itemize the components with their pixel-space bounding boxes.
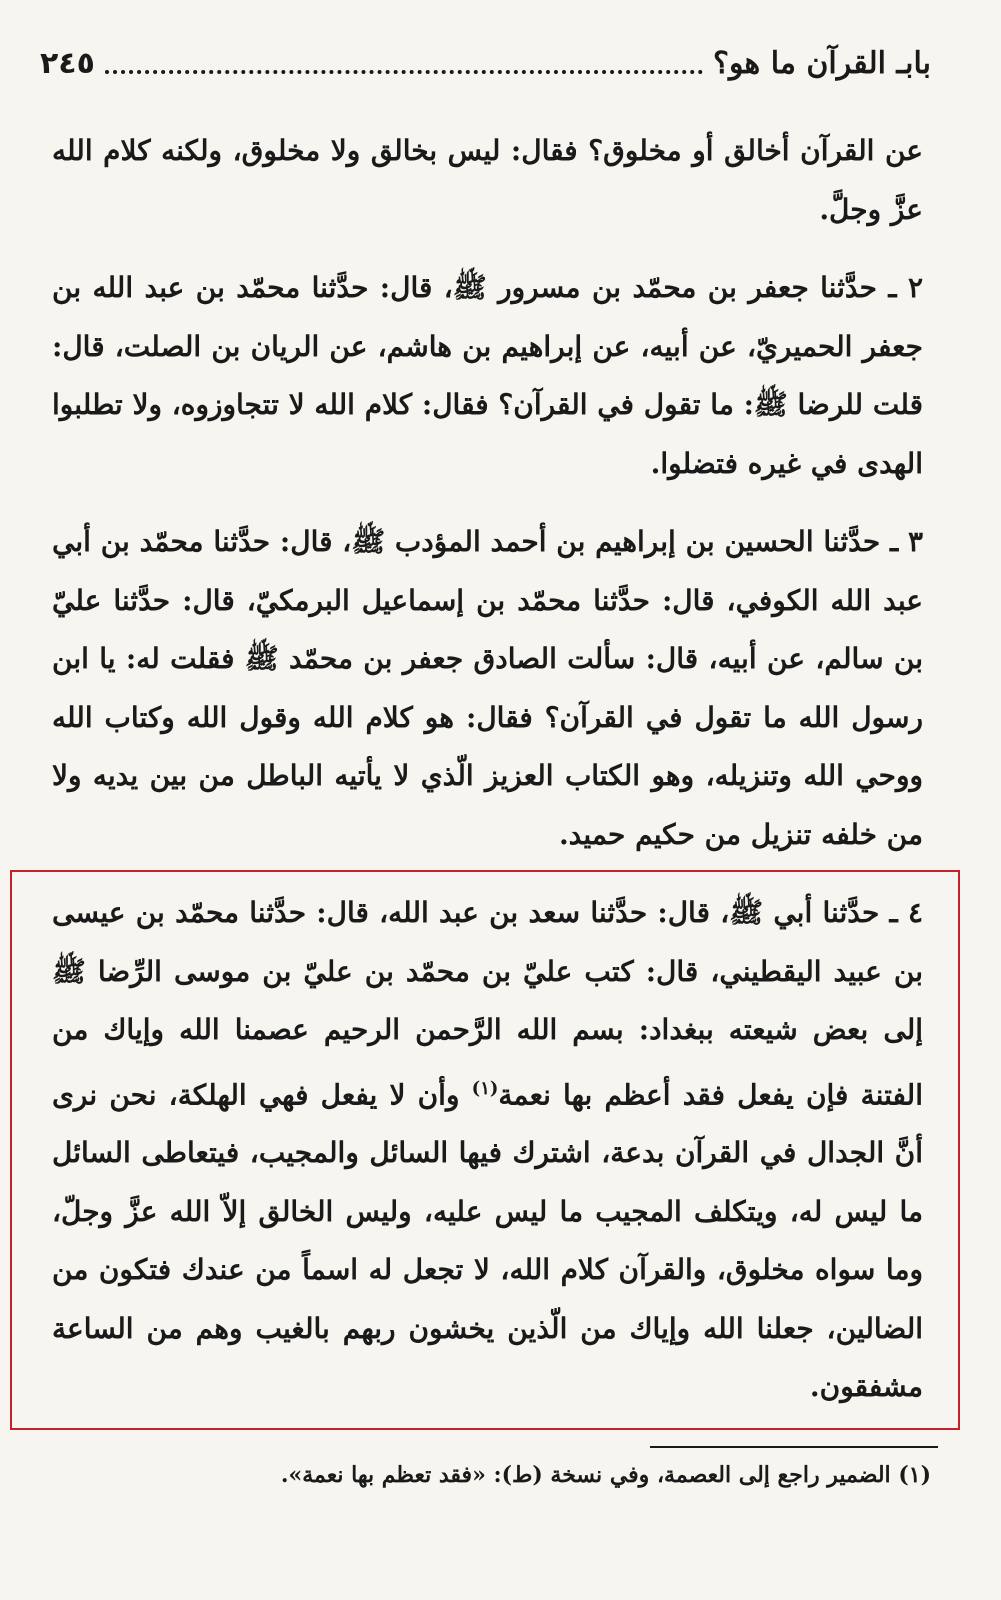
footnote-reference: (١) bbox=[471, 1077, 499, 1099]
highlight-box bbox=[10, 870, 960, 1430]
chapter-title: بابـ القرآن ما هو؟ bbox=[713, 45, 931, 81]
paragraph-2: ٢ ـ حدَّثنا جعفر بن محمّد بن مسرور ﷺ، قال: حدَّثنا محمّد بن عبد الله بن جعفر الحميريّ، عن أبيه، عن إبراهيم بن هاشم، عن الريان بن الصلت، قال: قلت للرضا ﷺ: ما تقول في القرآن؟ فقال: كلام الله لا تتجاوزوه، ولا تطلبوا الهدى في غيره فتضلوا. bbox=[52, 271, 923, 480]
running-header bbox=[40, 38, 931, 88]
footnote bbox=[160, 1462, 931, 1488]
footnote-marker: (١) bbox=[898, 1462, 931, 1488]
paragraph-1: عن القرآن أخالق أو مخلوق؟ فقال: ليس بخالق ولا مخلوق، ولكنه كلام الله عزَّ وجلَّ. bbox=[52, 134, 923, 226]
paragraph-gap bbox=[52, 493, 923, 513]
header-dot-leader bbox=[105, 52, 703, 74]
paragraph-4-part-a: ٤ ـ حدَّثنا أبي ﷺ، قال: حدَّثنا سعد بن عبد الله، قال: حدَّثنا محمّد بن عيسى بن عبيد اليقطيني، قال: كتب عليّ بن محمّد بن عليّ بن موسى الرِّضا ﷺ إلى بعض شيعته ببغداد: بسم الله الرَّحمن الرحيم عصمنا الله وإياك من الفتنة فإن يفعل فقد أعظم بها نعمة bbox=[52, 896, 923, 1111]
paragraph-3: ٣ ـ حدَّثنا الحسين بن إبراهيم بن أحمد المؤدب ﷺ، قال: حدَّثنا محمّد بن أبي عبد الله الكوفي، قال: حدَّثنا محمّد بن إسماعيل البرمكيّ، قال: حدَّثنا عليّ بن سالم، عن أبيه، قال: سألت الصادق جعفر بن محمّد ﷺ فقلت له: يا ابن رسول الله ما تقول في القرآن؟ فقال: هو كلام الله وقول الله وكتاب الله ووحي الله وتنزيله، وهو الكتاب العزيز الّذي لا يأتيه الباطل من بين يديه ولا من خلفه تنزيل من حكيم حميد. bbox=[52, 525, 924, 851]
paragraph-4-part-b: وأن لا يفعل فهي الهلكة، نحن نرى أنَّ الجدال في القرآن بدعة، اشترك فيها السائل والمجيب، فيتعاطى السائل ما ليس له، ويتكلف المجيب ما ليس عليه، وليس الخالق إلاّ الله عزَّ وجلّ، وما سواه مخلوق، والقرآن كلام الله، لا تجعل له اسماً من عندك فتكون من الضالين، جعلنا الله وإياك من الّذين يخشون ربهم بالغيب وهم من الساعة مشفقون. bbox=[52, 1077, 924, 1404]
footnote-text: الضمير راجع إلى العصمة، وفي نسخة (ط): «فقد تعظم بها نعمة». bbox=[280, 1462, 891, 1488]
page-number: ٢٤٥ bbox=[40, 45, 95, 81]
paragraph-gap bbox=[52, 239, 923, 259]
footnote-rule bbox=[650, 1446, 938, 1448]
